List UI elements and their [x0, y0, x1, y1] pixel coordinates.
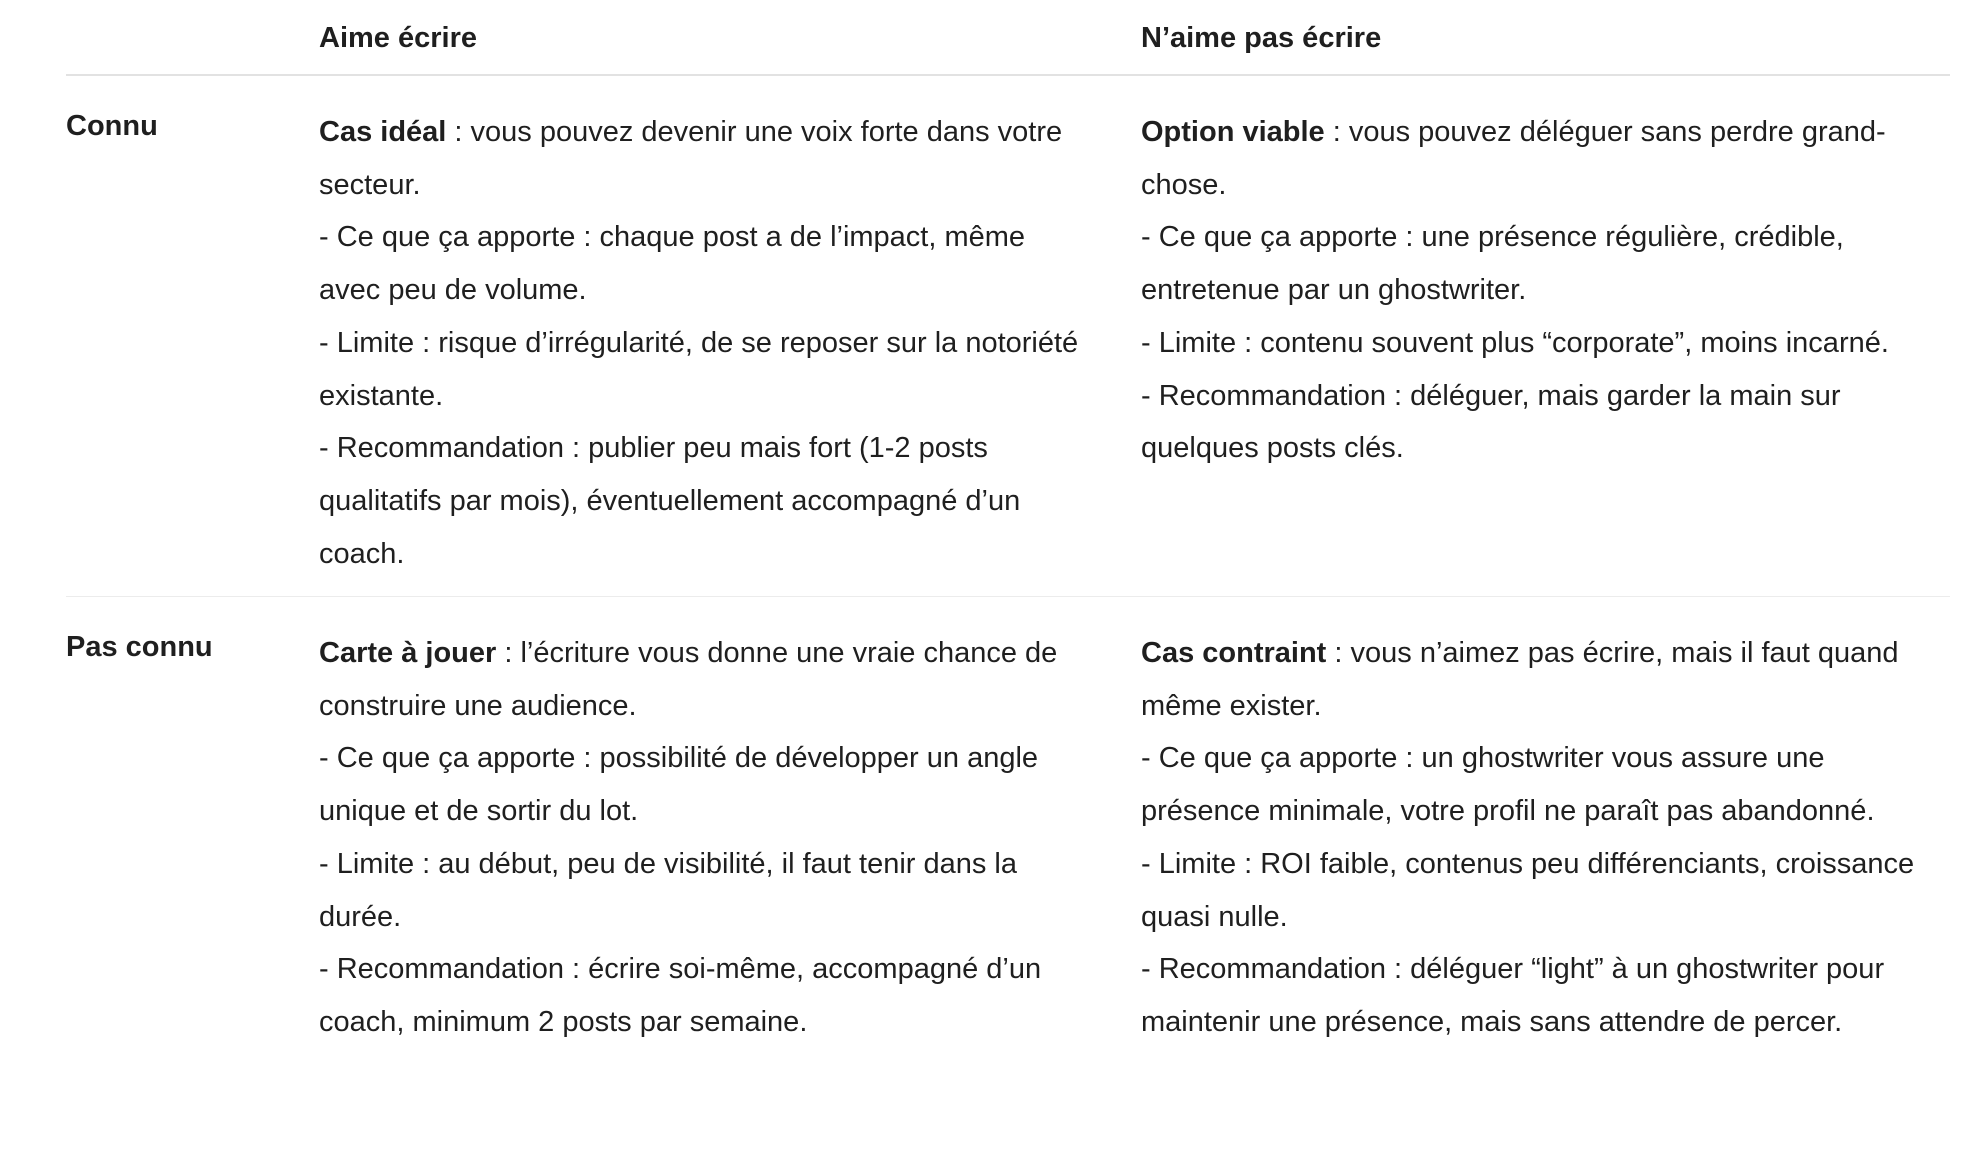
- cell-pas-connu-naime-pas-ecrire: [1141, 627, 1941, 1049]
- cell-intro-text: : vous n’aimez pas écrire, mais il faut quand même exister.: [1141, 637, 1899, 722]
- cell-connu-naime-pas-ecrire: [1141, 106, 1941, 475]
- cell-apport: - Ce que ça apporte : chaque post a de l’impact, même avec peu de volume.: [319, 221, 1026, 307]
- cell-recommandation: - Recommandation : écrire soi-même, accompagné d’un coach, minimum 2 posts par semaine.: [319, 953, 1042, 1038]
- column-header-aime-ecrire: Aime écrire: [319, 22, 477, 54]
- table-header-row: [66, 0, 1950, 76]
- cell-connu-aime-ecrire: [319, 106, 1079, 580]
- cell-intro: [319, 106, 1079, 211]
- cell-apport: - Ce que ça apporte : une présence régulière, crédible, entretenue par un ghostwriter.: [1141, 221, 1844, 307]
- cell-apport: - Ce que ça apporte : un ghostwriter vous assure une présence minimale, votre profil ne paraît pas abandonné.: [1141, 742, 1875, 828]
- cell-limite: - Limite : risque d’irrégularité, de se reposer sur la notoriété existante.: [319, 326, 1079, 412]
- cell-apport: - Ce que ça apporte : possibilité de développer un angle unique et de sortir du lot.: [319, 742, 1039, 828]
- cell-intro-text: : vous pouvez devenir une voix forte dans votre secteur.: [319, 116, 1063, 201]
- cell-limite: - Limite : contenu souvent plus “corporate”, moins incarné.: [1141, 326, 1889, 359]
- cell-recommandation: - Recommandation : publier peu mais fort (1-2 posts qualitatifs par mois), éventuellement accompagné d’un coach.: [319, 432, 1021, 570]
- cell-intro: [1141, 106, 1941, 211]
- table-row-pas-connu: [66, 597, 1950, 1152]
- cell-recommandation: - Recommandation : déléguer “light” à un ghostwriter pour maintenir une présence, mais sans attendre de percer.: [1141, 953, 1885, 1038]
- cell-title: Carte à jouer: [319, 637, 497, 669]
- decision-matrix-table: [66, 0, 1950, 1152]
- row-header-pas-connu: Pas connu: [66, 631, 213, 663]
- column-header-naime-pas-ecrire: N’aime pas écrire: [1141, 22, 1382, 54]
- cell-pas-connu-aime-ecrire: [319, 627, 1079, 1049]
- cell-title: Cas contraint: [1141, 637, 1327, 669]
- cell-title: Cas idéal: [319, 116, 447, 148]
- cell-limite: - Limite : au début, peu de visibilité, il faut tenir dans la durée.: [319, 847, 1017, 933]
- cell-intro: [319, 627, 1079, 732]
- cell-title: Option viable: [1141, 116, 1325, 148]
- cell-recommandation: - Recommandation : déléguer, mais garder la main sur quelques posts clés.: [1141, 379, 1841, 465]
- cell-limite: - Limite : ROI faible, contenus peu différenciants, croissance quasi nulle.: [1141, 847, 1915, 933]
- cell-intro-text: : l’écriture vous donne une vraie chance de construire une audience.: [319, 637, 1058, 722]
- cell-intro: [1141, 627, 1941, 732]
- row-header-connu: Connu: [66, 110, 158, 142]
- table-row-connu: [66, 76, 1950, 597]
- cell-intro-text: : vous pouvez déléguer sans perdre grand-chose.: [1141, 116, 1886, 201]
